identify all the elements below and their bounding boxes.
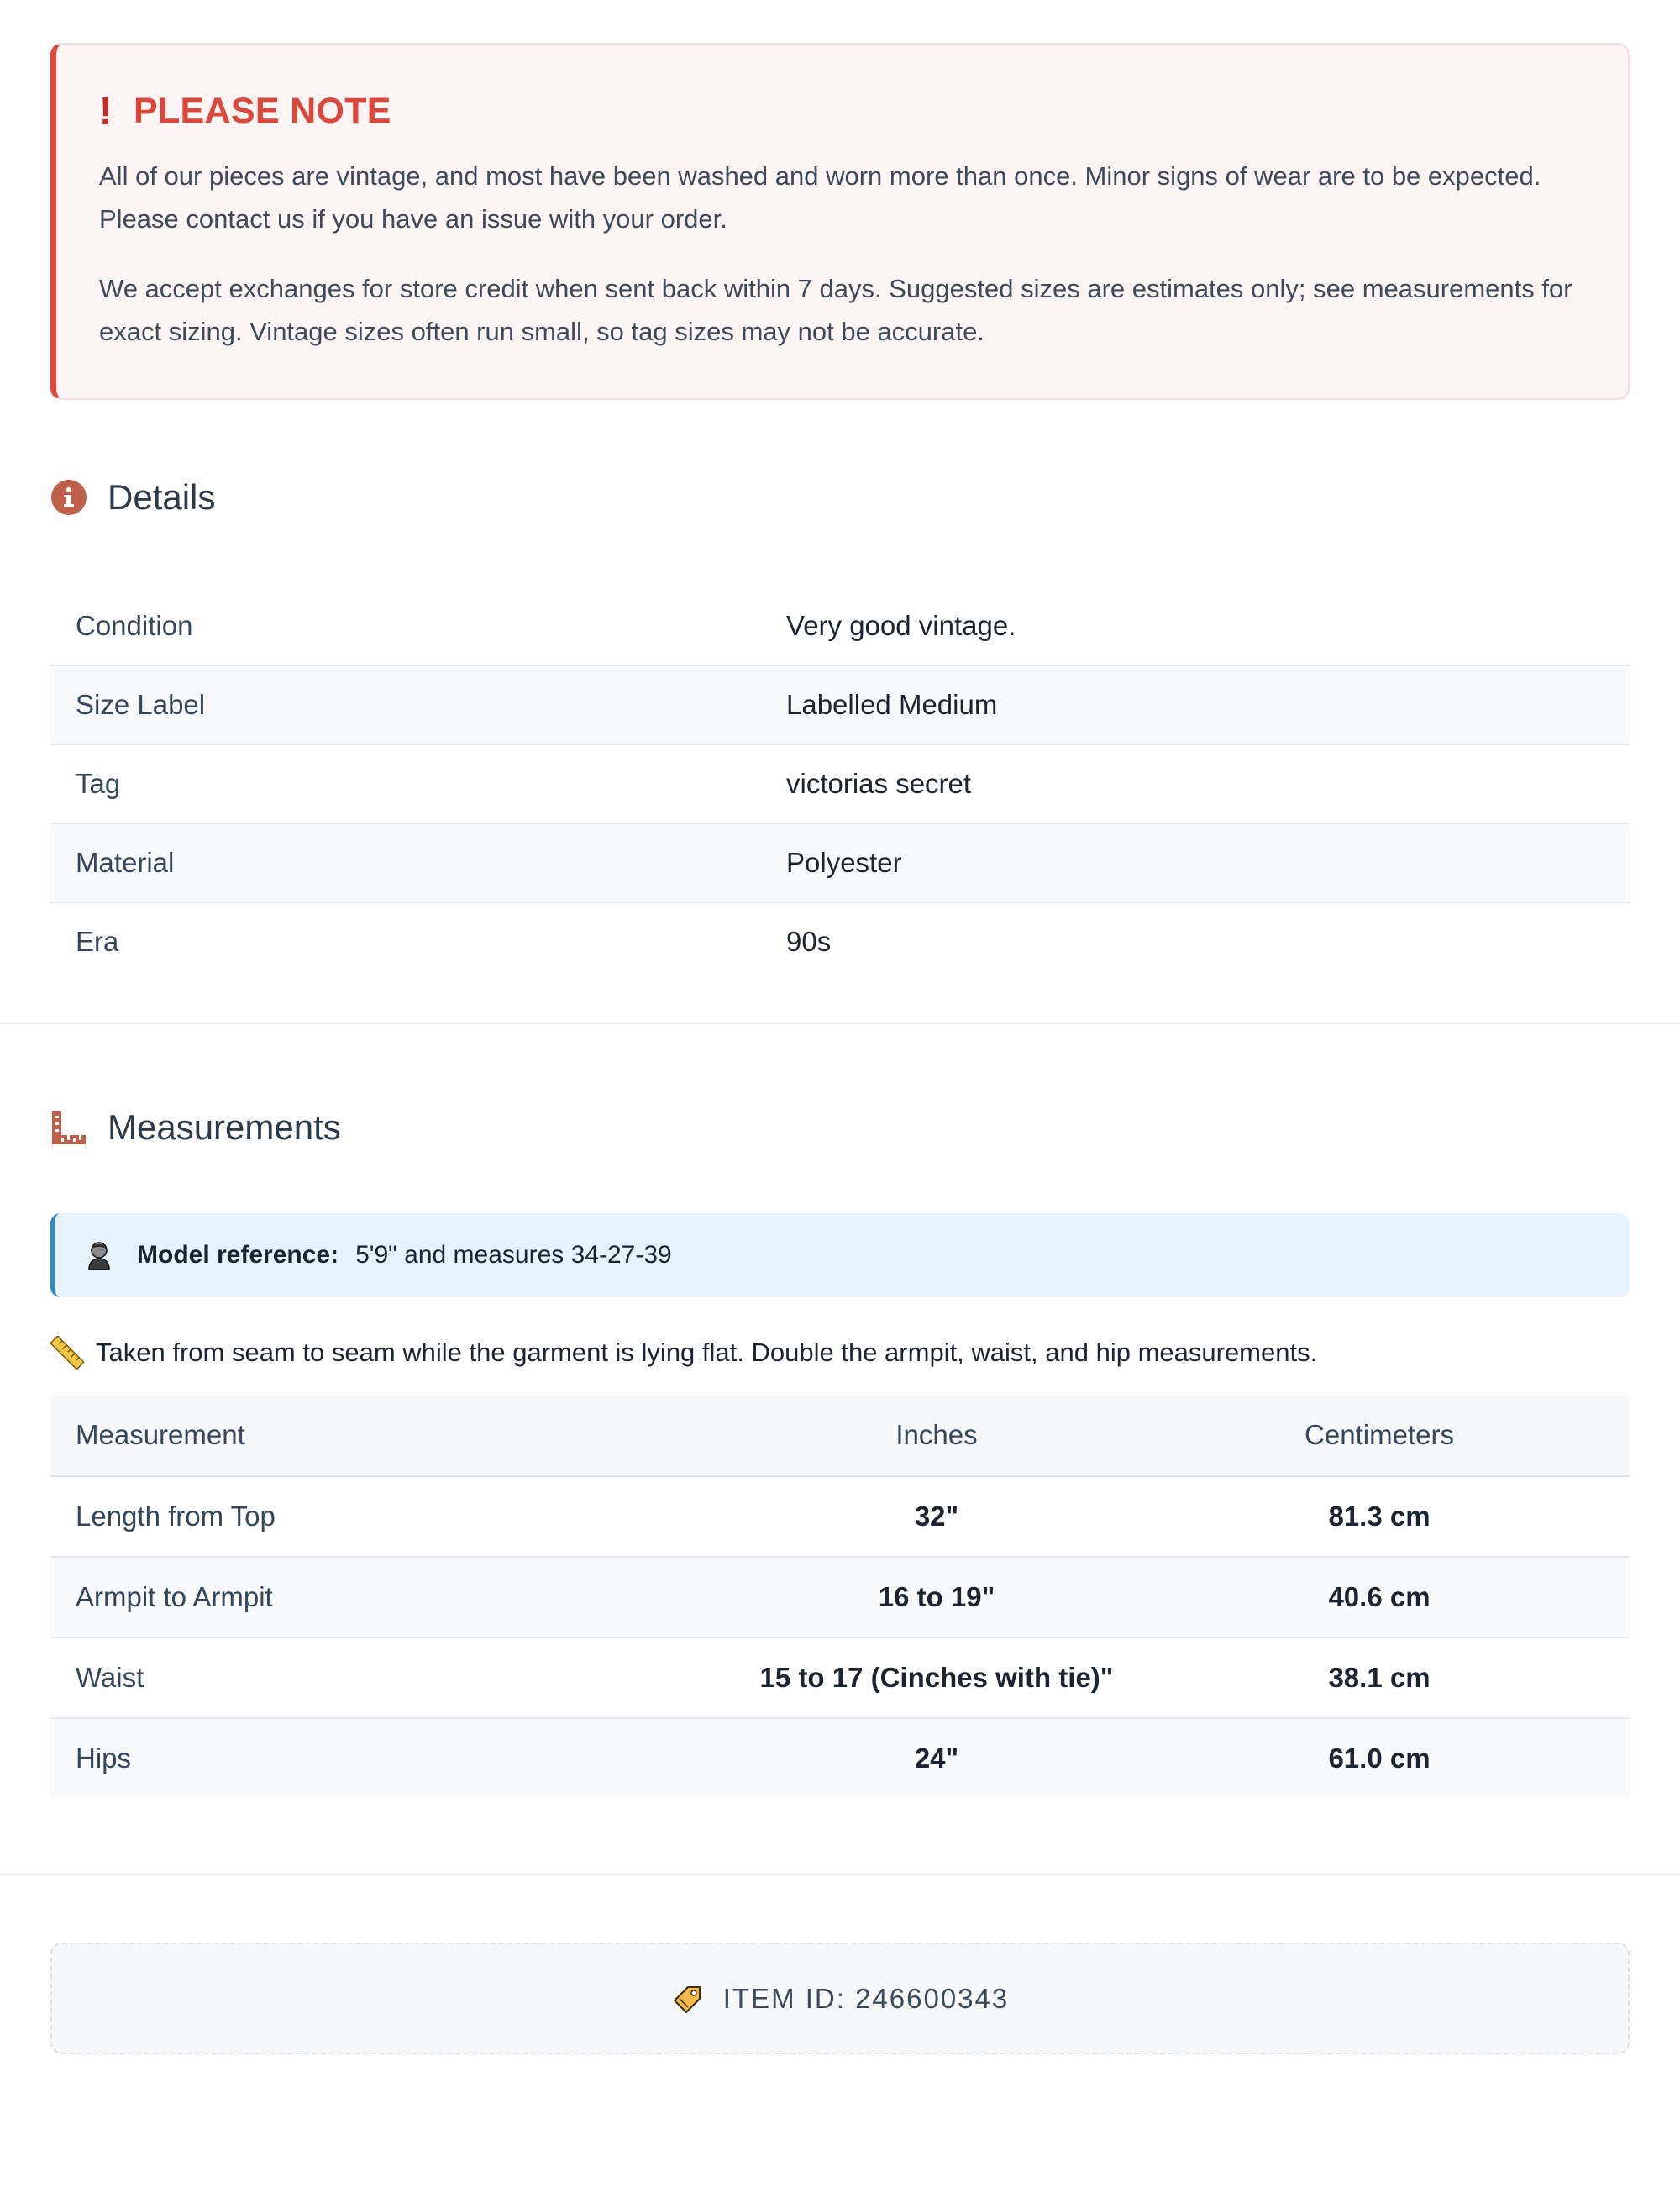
detail-label: Tag — [50, 744, 761, 823]
measurement-cm: 81.3 cm — [1129, 1476, 1630, 1558]
notice-title: PLEASE NOTE — [134, 90, 391, 131]
measurement-name: Hips — [50, 1718, 744, 1798]
table-row — [50, 744, 1630, 823]
measurement-cm: 38.1 cm — [1129, 1638, 1630, 1718]
measurement-name: Waist — [50, 1638, 744, 1718]
detail-label: Size Label — [50, 665, 761, 744]
table-row — [50, 665, 1630, 744]
measurement-inches: 15 to 17 (Cinches with tie)" — [744, 1638, 1129, 1718]
measurements-heading-row — [50, 1107, 1630, 1148]
item-id-box — [50, 1943, 1630, 2054]
column-header: Inches — [744, 1396, 1129, 1476]
model-reference-label: Model reference: — [137, 1241, 339, 1269]
detail-value: Labelled Medium — [761, 665, 1630, 744]
details-section — [50, 477, 1630, 980]
table-row — [50, 1718, 1630, 1798]
measurement-note-text: Taken from seam to seam while the garment is lying flat. Double the armpit, waist, and hip measurements. — [96, 1338, 1318, 1367]
ruler-icon — [50, 1109, 87, 1146]
table-row — [50, 902, 1630, 980]
table-row — [50, 1638, 1630, 1718]
measurement-inches: 16 to 19" — [744, 1557, 1129, 1638]
detail-value: Polyester — [761, 823, 1630, 902]
details-heading-row — [50, 477, 1630, 518]
details-heading: Details — [108, 477, 216, 517]
detail-label: Era — [76, 926, 119, 957]
detail-label: Condition — [50, 587, 761, 665]
notice-paragraph-2: We accept exchanges for store credit when sent back within 7 days. Suggested sizes are estimates only; see measurements for exact sizing. Vintage sizes often run small, so tag sizes may not be accurate. — [99, 274, 1572, 346]
detail-value: 90s — [786, 926, 832, 957]
column-header: Centimeters — [1129, 1396, 1630, 1476]
info-icon — [50, 479, 87, 516]
measurements-table — [50, 1396, 1630, 1798]
section-divider — [0, 1023, 1680, 1024]
person-icon — [85, 1240, 113, 1270]
exclamation-icon: ! — [99, 89, 113, 133]
detail-label: Material — [50, 823, 761, 902]
measurement-cm: 61.0 cm — [1129, 1718, 1630, 1798]
detail-value: victorias secret — [761, 744, 1630, 823]
item-id-text: ITEM ID: 246600343 — [722, 1982, 1010, 2014]
model-reference-box — [50, 1213, 1630, 1297]
price-tag-icon — [671, 1982, 705, 2016]
measurements-section — [50, 1107, 1630, 1798]
table-row — [50, 1476, 1630, 1558]
notice-paragraph-1: All of our pieces are vintage, and most have been washed and worn more than once. Minor signs of wear are to be expected. Please contact us if you have an issue with your order. — [99, 161, 1541, 234]
notice-title-row — [99, 90, 1581, 132]
model-reference-value: 5'9" and measures 34-27-39 — [355, 1241, 672, 1269]
column-header: Measurement — [50, 1396, 744, 1476]
table-row — [50, 1557, 1630, 1638]
notice-box — [50, 43, 1630, 400]
table-row — [50, 823, 1630, 902]
section-divider — [0, 1874, 1680, 1875]
detail-value: Very good vintage. — [761, 587, 1630, 665]
measurement-cm: 40.6 cm — [1129, 1557, 1630, 1638]
measurement-inches: 24" — [744, 1718, 1129, 1798]
measurement-note — [50, 1336, 1630, 1370]
table-header-row — [50, 1396, 1630, 1476]
measurement-name: Armpit to Armpit — [50, 1557, 744, 1638]
details-table — [50, 587, 1630, 980]
measurement-inches: 32" — [744, 1476, 1129, 1558]
measurements-heading: Measurements — [108, 1107, 341, 1147]
ruler-pencil-icon — [50, 1336, 84, 1370]
measurement-name: Length from Top — [50, 1476, 744, 1558]
table-row — [50, 587, 1630, 665]
